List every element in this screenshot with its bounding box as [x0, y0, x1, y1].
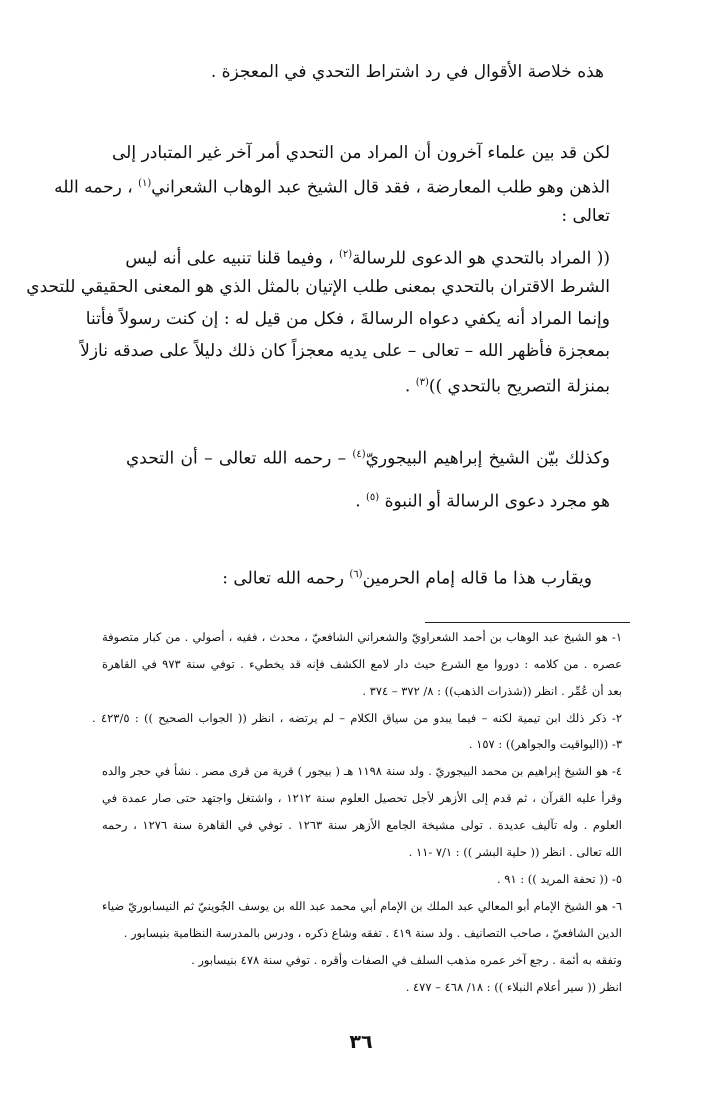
footnote-ref-6: (٦)	[349, 569, 363, 580]
quote-line1-text-a: (( المراد بالتحدي هو الدعوى للرسالة	[352, 248, 610, 269]
quote-line4: بمعجزة فأظهر الله – تعالى – على يديه معجزاً كان ذلك دليلاً على صدقه نازلاً	[80, 341, 610, 361]
quote-line1-text-b: ، وفيما قلنا تنبيه على أنه ليس	[125, 248, 339, 269]
footnote-line: وتفقه به أئمة . رجع آخر عمره مذهب السلف في الصفات وأقره . توفي سنة ٤٧٨ بنيسابور .	[191, 953, 622, 967]
footnote-ref-3: (٣)	[415, 377, 429, 388]
para1-line2-text-a: الذهن وهو طلب المعارضة ، فقد قال الشيخ عبد الوهاب الشعراني	[151, 177, 610, 198]
para1-line1: لكن قد بين علماء آخرون أن المراد من التحدي أمر آخر غير المتبادر إلى	[112, 143, 610, 163]
footnote-line: العلوم . وله تآليف عديدة . تولى مشيخة الجامع الأزهر سنة ١٢٦٣ . توفي في القاهرة سنة ١٢٧٦ ، رحمه	[102, 818, 623, 832]
footnote-line: ٢- ذكر ذلك ابن تيمية لكنه – فيما يبدو من سياق الكلام – لم يرتضه ، انظر (( الجواب الصحيح )) : ٤٢٣/٥ .	[92, 711, 623, 725]
para1-line2-text-b: ، رحمه الله	[54, 177, 139, 198]
para3-line1	[222, 563, 592, 591]
quote-line3: وإنما المراد أنه يكفي دعواه الرسالةَ ، فكل من قيل له : إن كنت رسولاً فأتنا	[85, 309, 610, 329]
para2-line2	[290, 486, 610, 514]
quote-line1	[125, 243, 610, 271]
footnote-ref-2: (٢)	[338, 249, 353, 260]
footnote-line: ١- هو الشيخ عبد الوهاب بن أحمد الشعراويّ والشعراني الشافعيّ ، محدث ، فقيه ، أصولي . من كبار متصوفة	[102, 630, 622, 644]
footnote-ref-5: (٥)	[366, 492, 380, 503]
para2-line1-text-a: وكذلك بيّن الشيخ إبراهيم البيجوريّ	[365, 448, 610, 469]
footnote-line: ٦- هو الشيخ الإمام أبو المعالي عبد الملك بن الإمام أبي محمد عبد الله بن يوسف الجُوينيّ ثم النيسابوريّ ضياء	[102, 899, 622, 913]
para2-line2-text-b: .	[355, 491, 367, 512]
footnote-line: ٣- ((اليواقيت والجواهر)) : ١٥٧ .	[468, 737, 622, 751]
para2-line1	[126, 443, 610, 471]
footnote-line: بعد أن عُمِّر . انظر ((شذرات الذهب)) : ٨/ ٣٧٢ – ٣٧٤ .	[362, 684, 622, 698]
footnote-line: الله تعالى . انظر (( حلية البشر )) : ٧/١ -١١ .	[408, 845, 622, 859]
footnote-line: انظر (( سير أعلام النبلاء )) : ١٨/ ٤٦٨ – ٤٧٧ .	[405, 980, 622, 994]
footnote-line: ٤- هو الشيخ إبراهيم بن محمد البيجوريّ . ولد سنة ١١٩٨ هـ ( بيجور ) قرية من قرى مصر . نشأ في حجر والده	[102, 764, 622, 778]
quote-line5	[250, 371, 610, 399]
para2-line2-text-a: هو مجرد دعوى الرسالة أو النبوة	[379, 491, 610, 512]
para1-line3: تعالى :	[561, 206, 610, 226]
footnote-separator	[425, 622, 630, 623]
quote-line5-text-a: بمنزلة التصريح بالتحدي ))	[428, 376, 610, 397]
footnote-ref-4: (٤)	[352, 449, 366, 460]
para1-line2	[54, 172, 610, 200]
para2-line1-text-b: – رحمه الله تعالى – أن التحدي	[126, 448, 353, 469]
footnote-line: الدين الشافعيّ ، صاحب التصانيف . ولد سنة ٤١٩ . تفقه وشاع ذكره ، ودرس بالمدرسة النظامية بنيسابور .	[123, 926, 622, 940]
para3-line1-text-b: رحمه الله تعالى :	[222, 568, 350, 589]
footnote-line: وقرأ عليه القرآن ، ثم قدم إلى الأزهر لأجل تحصيل العلوم سنة ١٢١٢ ، واشتغل واجتهد حتى صار عمدة في	[102, 791, 622, 805]
body-line-intro: هذه خلاصة الأقوال في رد اشتراط التحدي في المعجزة .	[210, 62, 604, 82]
para3-line1-text-a: ويقارب هذا ما قاله إمام الحرمين	[362, 568, 592, 589]
quote-line2: الشرط الاقتران بالتحدي بمعنى طلب الإتيان بالمثل الذي هو المعنى الحقيقي للتحدي	[26, 277, 610, 297]
footnote-ref-1: (١)	[138, 178, 152, 189]
quote-line5-text-b: .	[404, 376, 416, 397]
footnote-line: ٥- (( تحفة المريد )) : ٩١ .	[496, 872, 622, 886]
page-number: ٣٦	[349, 1031, 373, 1053]
footnote-line: عصره . من كلامه : دوروا مع الشرع حيث دار لامع الكشف فإنه قد يخطيء . توفي سنة ٩٧٣ في القاهرة	[102, 657, 622, 671]
